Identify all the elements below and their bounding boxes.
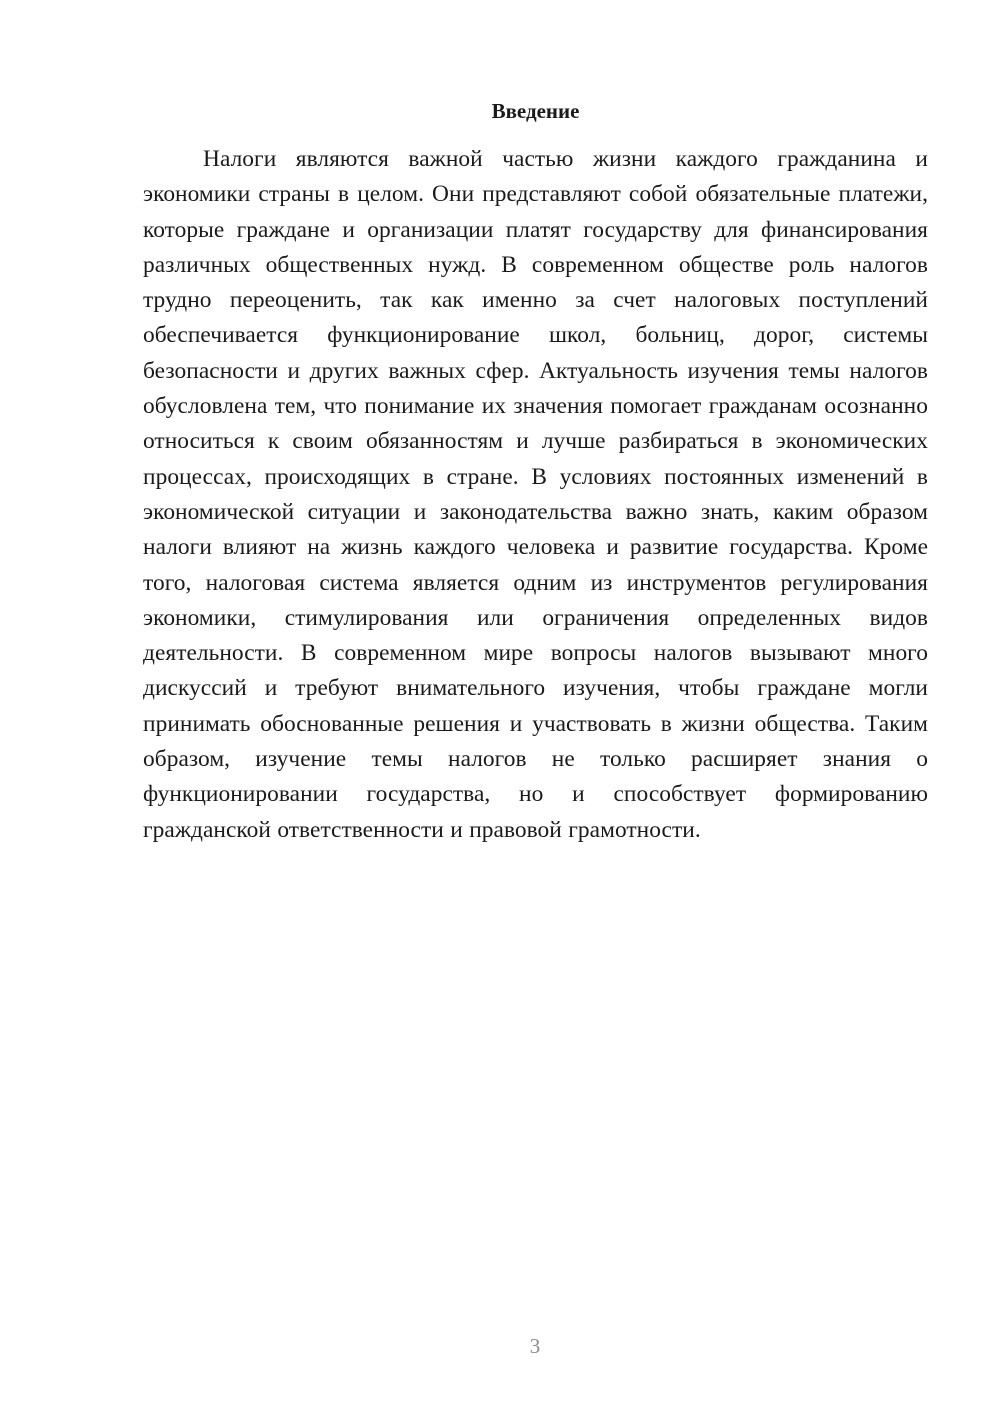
section-heading: Введение bbox=[491, 99, 580, 123]
page-number: 3 bbox=[529, 1334, 541, 1358]
body-paragraph: Налоги являются важной частью жизни каждого гражданина и экономики страны в целом. Они представляют собой обязательные платежи, которые граждане и организации платят государству для финансирования различных общественных нужд. В современном обществе роль налогов трудно переоценить, так как именно за счет налоговых поступлений обеспечивается функционирование школ, больниц, дорог, системы безопасности и других важных сфер. Актуальность изучения темы налогов обусловлена тем, что понимание их значения помогает гражданам осознанно относиться к своим обязанностям и лучше разбираться в экономических процессах, происходящих в стране. В условиях постоянных изменений в экономической ситуации и законодательства важно знать, каким образом налоги влияют на жизнь каждого человека и развитие государства. Кроме того, налоговая система является одним из инструментов регулирования экономики, стимулирования или ограничения определенных видов деятельности. В современном мире вопросы налогов вызывают много дискуссий и требуют внимательного изучения, чтобы граждане могли принимать обоснованные решения и участвовать в жизни общества. Таким образом, изучение темы налогов не только расширяет знания о функционировании государства, но и способствует формированию гражданской ответственности и правовой грамотности. bbox=[143, 146, 928, 843]
